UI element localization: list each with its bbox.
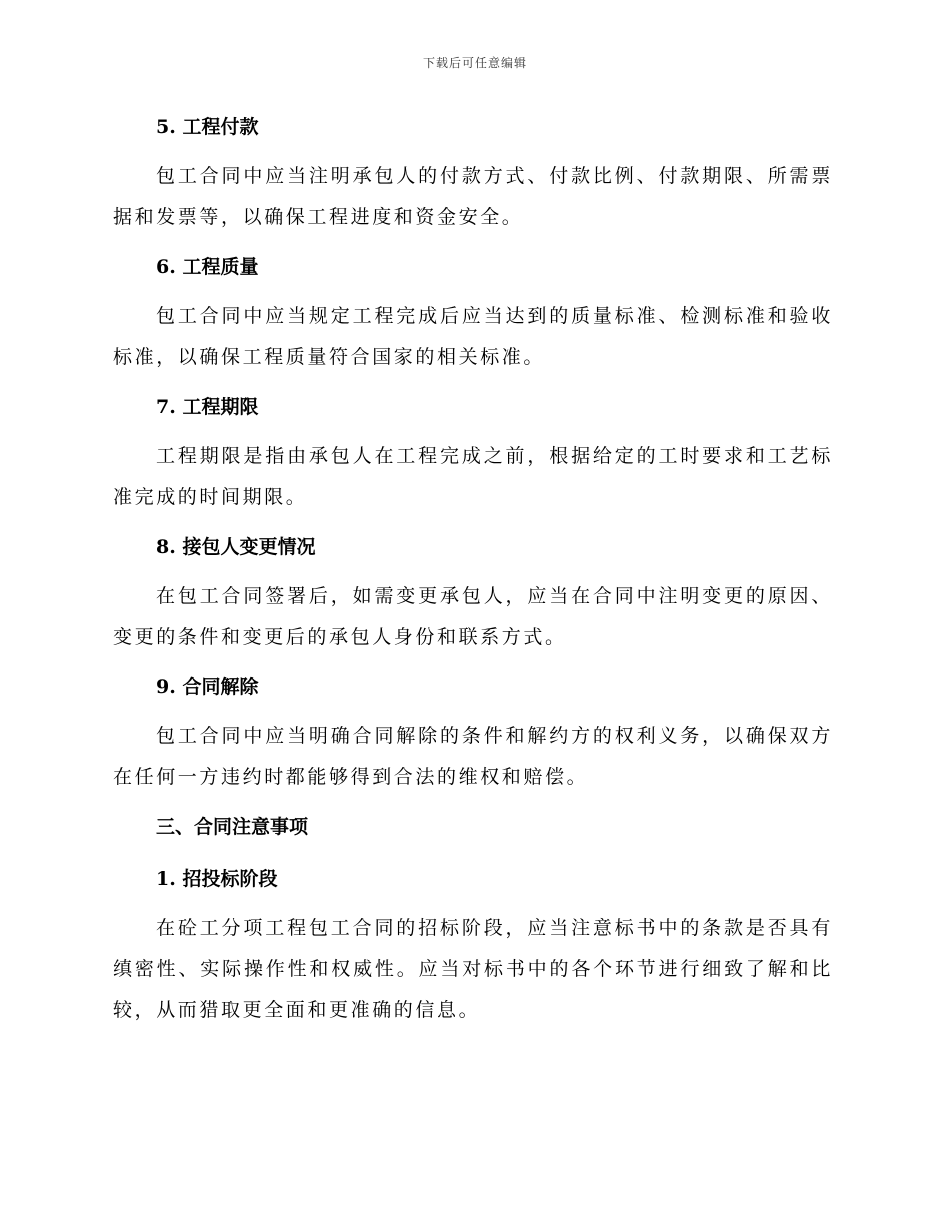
section-heading-termination: 9. 合同解除 <box>156 676 259 698</box>
section-paragraph-deadline: 工程期限是指由承包人在工程完成之前，根据给定的工时要求和工艺标准完成的时间期限。 <box>113 445 833 508</box>
section-paragraph-payment: 包工合同中应当注明承包人的付款方式、付款比例、付款期限、所需票据和发票等，以确保工程进度和资金安全。 <box>113 165 833 228</box>
section-paragraph-quality: 包工合同中应当规定工程完成后应当达到的质量标准、检测标准和验收标准，以确保工程质量符合国家的相关标准。 <box>113 305 833 368</box>
subsection-heading-bidding: 1. 招投标阶段 <box>156 868 278 890</box>
section-heading-quality: 6. 工程质量 <box>156 256 259 278</box>
section-heading-payment: 5. 工程付款 <box>156 116 259 138</box>
section-heading-contractor-change: 8. 接包人变更情况 <box>156 536 316 558</box>
subsection-paragraph-bidding: 在砼工分项工程包工合同的招标阶段，应当注意标书中的条款是否具有缜密性、实际操作性和权威性。应当对标书中的各个环节进行细致了解和比较，从而猎取更全面和更准确的信息。 <box>113 917 833 1021</box>
section-paragraph-termination: 包工合同中应当明确合同解除的条件和解约方的权利义务，以确保双方在任何一方违约时都能够得到合法的维权和赔偿。 <box>113 725 833 788</box>
document-body <box>113 110 833 1043</box>
header-note: 下载后可任意编辑 <box>422 56 527 70</box>
section-heading-deadline: 7. 工程期限 <box>156 396 259 418</box>
section-paragraph-contractor-change: 在包工合同签署后，如需变更承包人，应当在合同中注明变更的原因、变更的条件和变更后的承包人身份和联系方式。 <box>113 585 833 648</box>
part-title-notes: 三、合同注意事项 <box>156 816 309 838</box>
